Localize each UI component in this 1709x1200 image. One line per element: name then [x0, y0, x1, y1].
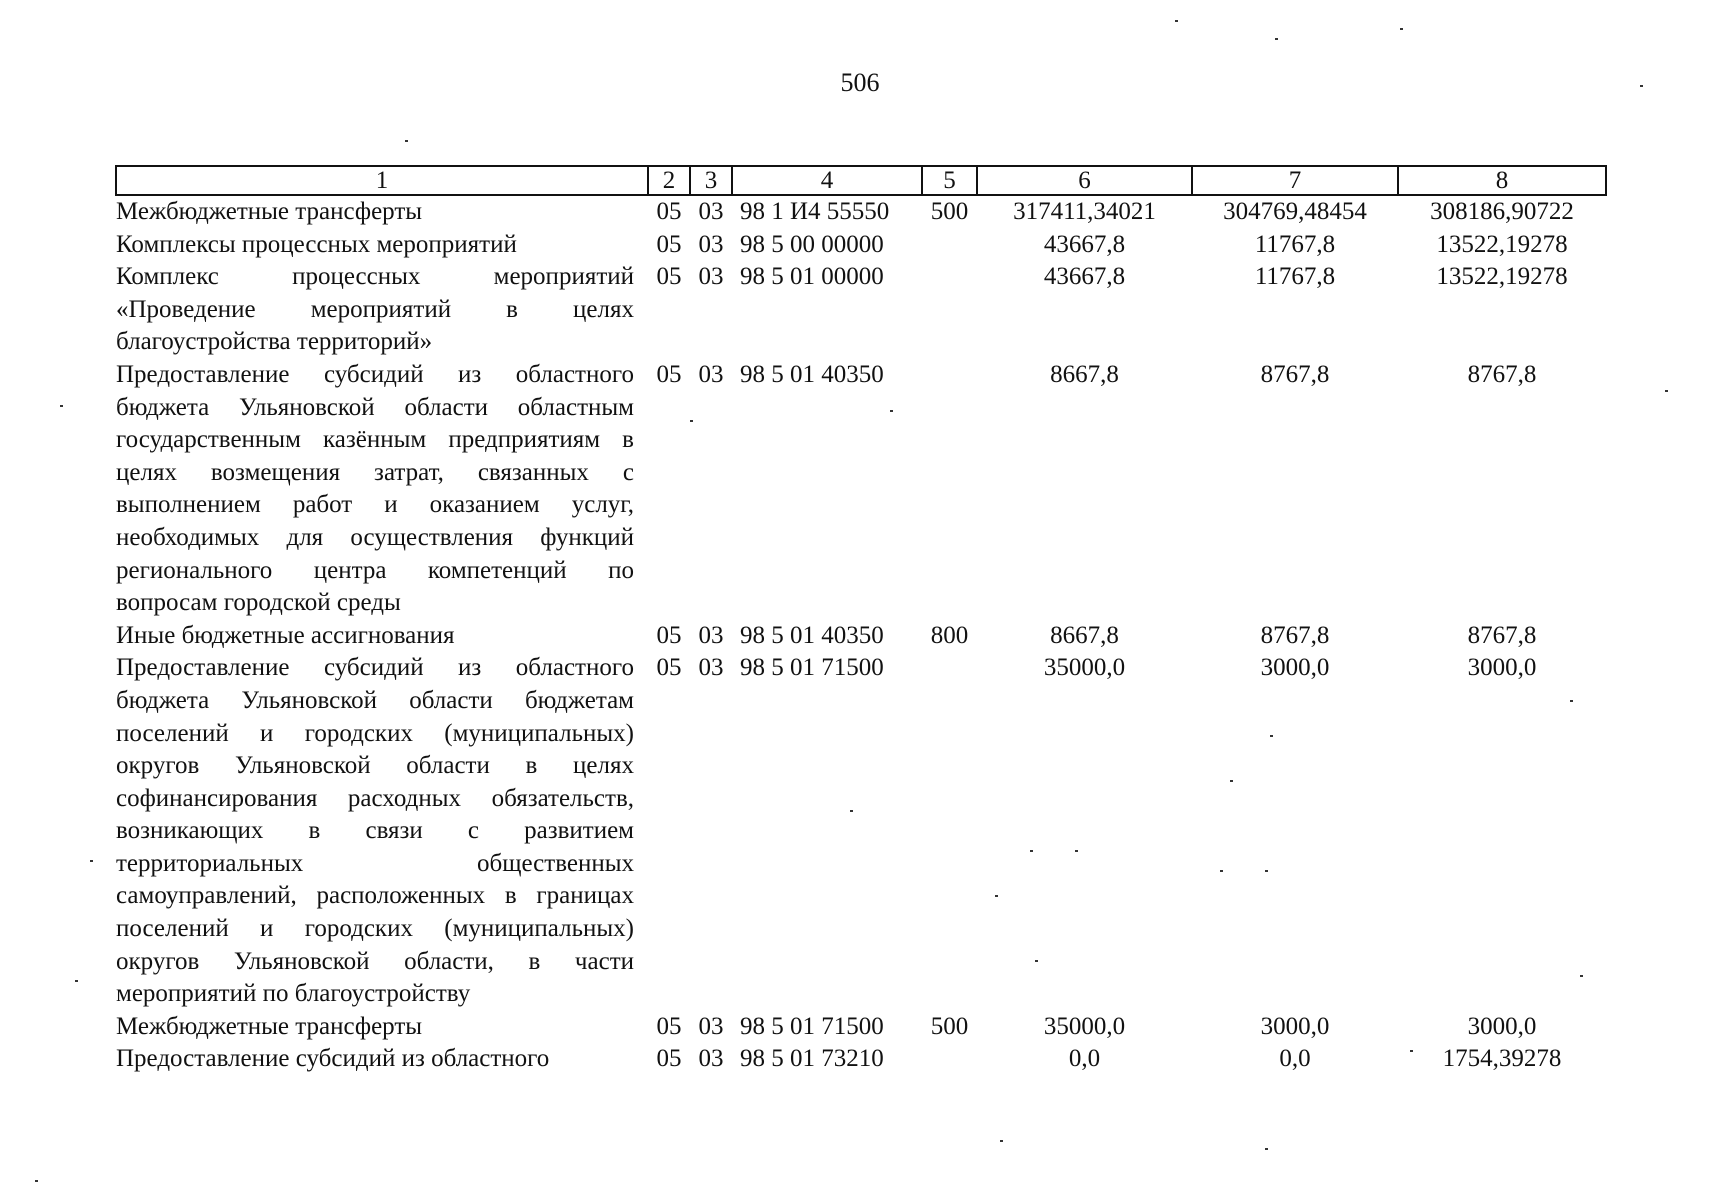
scan-speck: [1410, 1050, 1413, 1052]
subsection-cell: 03: [698, 360, 724, 388]
row-name-cell: Предоставление субсидий из областного: [116, 1045, 550, 1073]
amount-col6-cell: 0,0: [1068, 1045, 1101, 1073]
scan-speck: [1665, 390, 1668, 392]
expense-type-cell: [922, 1043, 977, 1076]
table-row: [116, 620, 1606, 653]
amount-col6-cell: 35000,0: [1043, 1012, 1126, 1040]
column-header-6: 6: [977, 166, 1192, 195]
amount-col6-cell: 43667,8: [1043, 263, 1126, 291]
row-name-cell: Комплекс процессных мероприятий «Проведение мероприятий в целях благоустройства территорий»: [116, 263, 634, 356]
scan-speck: [1400, 28, 1403, 30]
amount-col6-cell: 35000,0: [1043, 654, 1126, 682]
section-cell: 05: [656, 621, 682, 649]
amount-col6-cell: 317411,34021: [1013, 198, 1156, 225]
amount-col7-cell: 11767,8: [1254, 263, 1336, 291]
scan-speck: [35, 1180, 38, 1182]
scan-speck: [1580, 975, 1583, 977]
amount-col7-cell: 304769,48454: [1223, 198, 1367, 225]
subsection-cell: 03: [698, 263, 724, 291]
subsection-cell: 03: [698, 1012, 724, 1040]
column-header-1: 1: [116, 166, 648, 195]
section-cell: 05: [656, 1045, 682, 1073]
amount-col8-cell: 1754,39278: [1442, 1045, 1562, 1073]
scan-speck: [60, 405, 63, 407]
column-header-4: 4: [732, 166, 922, 195]
scan-speck: [1640, 85, 1643, 87]
subsection-cell: 03: [698, 621, 724, 649]
amount-col6-cell: 8667,8: [1050, 621, 1119, 649]
row-name-cell: Предоставление субсидий из областного бюджета Ульяновской области областным государственным казённым предприятиям в целях возмещения затрат, связанных с выполнением работ и оказанием услуг, необходимых для осуществления функций регионального центра компетенций по вопросам городской среды: [116, 360, 634, 617]
column-header-5: 5: [922, 166, 977, 195]
subsection-cell: 03: [698, 230, 724, 258]
scan-speck: [75, 980, 78, 982]
amount-col6-cell: 43667,8: [1043, 230, 1126, 258]
row-name-cell: Межбюджетные трансферты: [116, 1012, 423, 1040]
row-name-cell: Комплексы процессных мероприятий: [116, 230, 517, 258]
row-name-cell: Межбюджетные трансферты: [116, 198, 423, 225]
scan-speck: [1265, 870, 1268, 872]
row-name-cell: Предоставление субсидий из областного бюджета Ульяновской области бюджетам поселений и городских (муниципальных) округов Ульяновской области в целях софинансирования расходных обязательств, возникающих в связи с развитием территориальных общественных самоуправлений, расположенных в границах поселений и городских (муниципальных) округов Ульяновской области, в части мероприятий по благоустройству: [116, 654, 634, 1008]
scan-speck: [1175, 20, 1178, 22]
subsection-cell: 03: [698, 198, 724, 225]
table-row: [116, 195, 1606, 229]
scan-speck: [995, 895, 998, 897]
page-number: 506: [840, 68, 880, 97]
expense-type-cell: 500: [930, 1012, 969, 1040]
scan-speck: [690, 420, 693, 422]
amount-col8-cell: 308186,90722: [1430, 198, 1574, 225]
row-name-cell: Иные бюджетные ассигнования: [116, 621, 455, 649]
amount-col8-cell: 13522,19278: [1436, 263, 1568, 291]
scan-speck: [1035, 960, 1038, 962]
scan-speck: [90, 860, 93, 862]
subsection-cell: 03: [698, 1045, 724, 1073]
column-header-3: 3: [690, 166, 732, 195]
scan-speck: [1030, 850, 1033, 852]
amount-col8-cell: 8767,8: [1467, 360, 1537, 388]
amount-col7-cell: 3000,0: [1260, 654, 1330, 682]
scan-speck: [1570, 700, 1573, 702]
expense-type-cell: [922, 359, 977, 620]
amount-col7-cell: 8767,8: [1260, 360, 1330, 388]
column-header-7: 7: [1192, 166, 1398, 195]
scan-speck: [1220, 870, 1223, 872]
scan-speck: [1275, 38, 1278, 40]
amount-col7-cell: 0,0: [1279, 1045, 1311, 1073]
table-row: [116, 359, 1606, 620]
expense-type-cell: 500: [930, 198, 969, 225]
scan-speck: [1075, 850, 1078, 852]
amount-col6-cell: 8667,8: [1050, 360, 1119, 388]
expense-type-cell: [922, 261, 977, 359]
scan-speck: [1270, 735, 1273, 737]
section-cell: 05: [656, 1012, 682, 1040]
scan-speck: [1265, 1148, 1268, 1150]
scan-speck: [890, 410, 893, 412]
target-code-cell: 98 5 01 73210: [740, 1045, 884, 1073]
scan-speck: [1230, 780, 1233, 782]
section-cell: 05: [656, 230, 682, 258]
target-code-cell: 98 5 01 40350: [740, 360, 884, 388]
table-header-row: [116, 166, 1606, 195]
table-row: [116, 261, 1606, 359]
target-code-cell: 98 1 И4 55550: [740, 198, 890, 225]
section-cell: 05: [656, 360, 682, 388]
expense-type-cell: 800: [930, 621, 969, 649]
section-cell: 05: [656, 198, 682, 225]
amount-col7-cell: 3000,0: [1260, 1012, 1330, 1040]
amount-col8-cell: 8767,8: [1467, 621, 1537, 649]
scan-speck: [850, 810, 853, 812]
section-cell: 05: [656, 263, 682, 291]
scan-speck: [1000, 1140, 1003, 1142]
target-code-cell: 98 5 01 00000: [740, 263, 884, 291]
amount-col8-cell: 3000,0: [1467, 1012, 1537, 1040]
expense-type-cell: [922, 229, 977, 262]
column-header-2: 2: [648, 166, 690, 195]
table-row: [116, 1011, 1606, 1044]
target-code-cell: 98 5 01 40350: [740, 621, 884, 649]
amount-col8-cell: 13522,19278: [1436, 230, 1568, 258]
column-header-8: 8: [1398, 166, 1606, 195]
budget-table: [115, 165, 1607, 1076]
target-code-cell: 98 5 01 71500: [740, 654, 884, 682]
amount-col7-cell: 11767,8: [1254, 230, 1336, 258]
subsection-cell: 03: [698, 654, 724, 682]
target-code-cell: 98 5 01 71500: [740, 1012, 884, 1040]
table-row: [116, 229, 1606, 262]
expense-type-cell: [922, 652, 977, 1011]
table-body: [116, 195, 1606, 1076]
amount-col8-cell: 3000,0: [1467, 654, 1537, 682]
table-row: [116, 652, 1606, 1011]
amount-col7-cell: 8767,8: [1260, 621, 1330, 649]
scan-speck: [405, 140, 408, 142]
target-code-cell: 98 5 00 00000: [740, 230, 884, 258]
section-cell: 05: [656, 654, 682, 682]
table-row: [116, 1043, 1606, 1076]
